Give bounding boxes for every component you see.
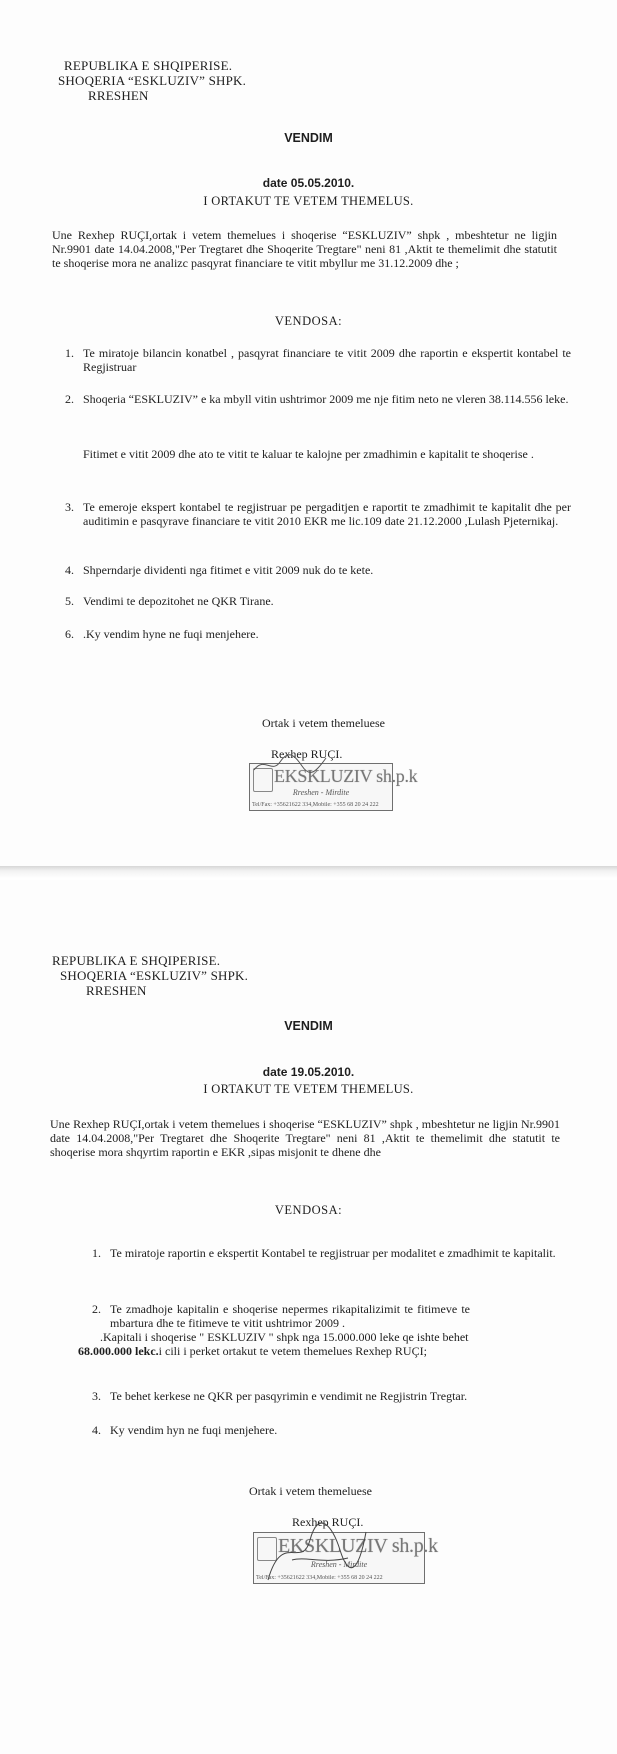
signature-name: Rexhep RUÇI. <box>292 1515 364 1529</box>
capital-amount: 68.000.000 lekc. <box>78 1344 159 1358</box>
decision-item <box>65 594 571 608</box>
document-title: VENDIM <box>284 1019 333 1033</box>
document-subtitle: I ORTAKUT TE VETEM THEMELUS. <box>203 1082 414 1096</box>
letterhead-line-company: SHOQERIA “ESKLUZIV” SHPK. <box>58 73 247 88</box>
stamp-company-name: EKSKLUZIV sh.p.k <box>278 1535 438 1557</box>
letterhead-line-city: RRESHEN <box>86 983 147 998</box>
item-text-capital-result <box>78 1344 577 1358</box>
intro-paragraph: Une Rexhep RUÇI,ortak i vetem themelues i shoqerise “ESKLUZIV” shpk , mbeshtetur ne ligjin Nr.9901 date 14.04.2008,"Per Tregtaret dhe Shoqerite Tregtare" neni 81 ,Aktit te themelimit dhe statutit te shoqerise mora ne analizc pasqyrat financiare te vitit mbyllur me 31.12.2009 dhe ; <box>52 228 557 270</box>
item-text: Shoqeria “ESKLUZIV” e ka mbyll vitin ushtrimor 2009 me nje fitim neto ne vleren 38.114.556 leke. <box>83 392 569 406</box>
signature-name: Rexhep RUÇI. <box>271 747 343 761</box>
document-title: VENDIM <box>284 131 333 145</box>
item-text: Fitimet e vitit 2009 dhe ato te vitit te kaluar te kalojne per zmadhimin e kapitalit te shoqerise . <box>83 447 534 461</box>
letterhead-line-company: SHOQERIA “ESKLUZIV” SHPK. <box>60 968 249 983</box>
decision-heading: VENDOSA: <box>274 314 343 328</box>
item-text: Te behet kerkese ne QKR per pasqyrimin e vendimit ne Regjistrin Tregtar. <box>110 1389 468 1403</box>
item-text: Te miratoje bilancin konatbel , pasqyrat financiare te vitit 2009 dhe raportin e ekspertit kontabel te Regjistruar <box>83 346 571 374</box>
letterhead-line-country: REPUBLIKA E SHQIPERISE. <box>52 953 221 968</box>
letterhead-line-city: RRESHEN <box>88 88 149 103</box>
decision-item <box>65 500 571 528</box>
decision-item <box>65 563 571 577</box>
signature-role: Ortak i vetem themeluese <box>249 1484 372 1498</box>
letterhead <box>52 953 248 998</box>
item-number: 5. <box>65 594 74 608</box>
decision-item <box>92 1389 577 1403</box>
page-separator <box>0 866 617 878</box>
document-subtitle: I ORTAKUT TE VETEM THEMELUS. <box>203 194 414 208</box>
decision-item <box>92 1423 577 1437</box>
document-date: date 05.05.2010. <box>262 176 355 190</box>
item-text: Te zmadhoje kapitalin e shoqerise nepermes rikapitalizimit te fitimeve te mbartura dhe te fitimeve te vitit ushtrimor 2009 . <box>110 1302 470 1330</box>
intro-paragraph: Une Rexhep RUÇI,ortak i vetem themelues i shoqerise “ESKLUZIV” shpk , mbeshtetur ne ligjin Nr.9901 date 14.04.2008,"Per Tregtaret dhe Shoqerite Tregtare" neni 81 ,Aktit te themelimit dhe statutit te shoqerise mora shqyrtim raportin e EKR ,sipas misjonit te dhene dhe <box>50 1117 560 1159</box>
item-text: Ky vendim hyn ne fuqi menjehere. <box>110 1423 278 1437</box>
decision-item <box>78 1302 577 1358</box>
stamp-place: Rreshen - Mirdite <box>310 1560 368 1569</box>
document-page-2 <box>0 880 617 1754</box>
item-text-owner: i cili i perket ortakut te vetem themelues Rexhep RUÇI; <box>158 1344 427 1358</box>
item-number: 2. <box>65 392 74 406</box>
item-number: 4. <box>92 1423 101 1437</box>
stamp-contact: Tel/Fax: +35621622 334,Mobile: +355 68 20 24 222 <box>252 802 379 808</box>
stamp-place: Rreshen - Mirdite <box>292 788 350 797</box>
item-number: 3. <box>92 1389 101 1403</box>
item-text: Te miratoje raportin e ekspertit Kontabel te regjistruar per modalitet e zmadhimit te kapitalit. <box>110 1246 556 1260</box>
signature-role: Ortak i vetem themeluese <box>262 716 385 730</box>
item-text-capital: .Kapitali i shoqerise " ESKLUZIV " shpk nga 15.000.000 leke qe ishte behet <box>100 1330 469 1344</box>
item-number: 1. <box>92 1246 101 1260</box>
item-text: .Ky vendim hyne ne fuqi menjehere. <box>83 627 259 641</box>
decision-item <box>65 392 571 406</box>
stamp-contact: Tel/Fax: +35621622 334,Mobile: +355 68 20 24 222 <box>256 1575 383 1581</box>
decision-item <box>65 627 571 641</box>
document-date: date 19.05.2010. <box>262 1065 355 1079</box>
decision-item-paragraph <box>83 447 571 461</box>
item-number: 4. <box>65 563 74 577</box>
item-number: 1. <box>65 346 74 360</box>
letterhead-line-country: REPUBLIKA E SHQIPERISE. <box>64 58 233 73</box>
signature-scribble-icon <box>250 752 330 776</box>
item-text: Te emeroje ekspert kontabel te regjistruar pe pergaditjen e raportit te zmadhimit te kapitalit dhe per auditimin e pasqyrave financiare te vitit 2010 EKR me lic.109 date 21.12.2000 ,Lulash Pjeternikaj. <box>83 500 571 528</box>
item-number: 6. <box>65 627 74 641</box>
letterhead <box>58 58 247 103</box>
decision-heading: VENDOSA: <box>274 1203 343 1217</box>
stamp-company-name: EKSKLUZIV sh.p.k <box>274 766 418 786</box>
decision-item <box>92 1246 577 1260</box>
decision-item <box>65 346 571 374</box>
item-number: 2. <box>92 1302 101 1316</box>
item-text: Shperndarje dividenti nga fitimet e vitit 2009 nuk do te kete. <box>83 563 374 577</box>
item-number: 3. <box>65 500 74 514</box>
signature-scribble-icon <box>262 1520 372 1590</box>
item-text: Vendimi te depozitohet ne QKR Tirane. <box>83 594 274 608</box>
document-page-1 <box>0 0 617 868</box>
